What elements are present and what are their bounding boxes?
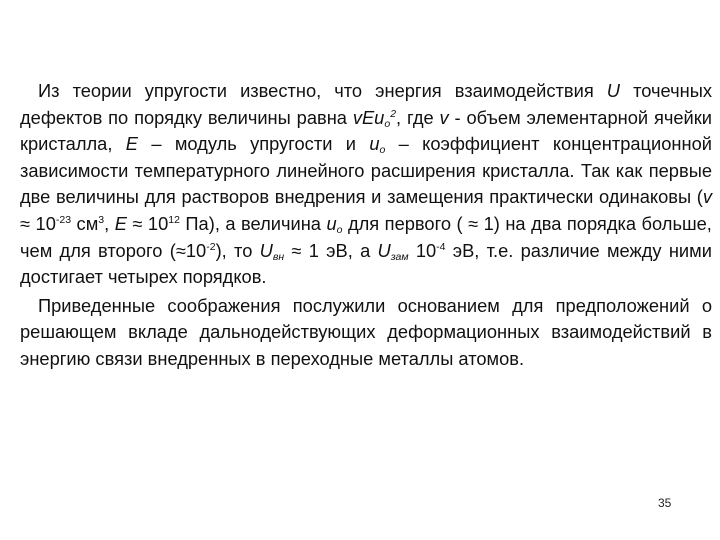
superscript: 2 xyxy=(390,107,397,120)
subscript: o xyxy=(336,223,343,236)
symbol-U: U xyxy=(606,80,620,101)
symbol-E: E xyxy=(114,212,127,234)
approx-sign: ≈ xyxy=(468,212,479,234)
superscript: -4 xyxy=(436,240,446,253)
subscript: зам xyxy=(390,250,409,263)
symbol-u0 xyxy=(369,133,386,157)
formula-base: vEu xyxy=(352,106,385,128)
paragraph-2: Приведенные соображения послужили основанием для предположений о решающем вкладе дальнодействующих деформационных взаимодействий в энергию связи внедренных в переходные металлы атомов. xyxy=(20,294,712,369)
subscript: o xyxy=(384,117,391,130)
symbol-U-zam xyxy=(378,240,409,261)
approx-sign: ≈ xyxy=(175,239,186,261)
superscript: -23 xyxy=(55,213,72,226)
symbol-base: u xyxy=(326,212,337,234)
symbol-E: E xyxy=(125,133,138,155)
number: 10 xyxy=(185,239,207,261)
text-run: – коэффициент концентрационной зависимости температурного линейного расширения кристалла. Так как первые две величины для растворов внедрения и замещения практически одинаковы ( xyxy=(20,133,712,208)
text-run: - объем элементарной ячейки кристалла, xyxy=(20,106,712,155)
unit: см xyxy=(76,212,99,234)
symbol-base: U xyxy=(259,239,273,261)
superscript: 12 xyxy=(168,213,180,226)
page-number: 35 xyxy=(658,496,672,510)
text-run: 1 эВ, а xyxy=(308,239,371,261)
subscript: o xyxy=(379,144,386,157)
formula-vEu0-squared xyxy=(353,107,396,128)
subscript: вн xyxy=(272,250,285,263)
approx-sign: ≈ xyxy=(132,212,143,234)
text-run: – модуль упругости и xyxy=(151,133,356,155)
text-run: Из теории упругости известно, что энергия взаимодействия xyxy=(38,80,594,101)
number: 10 xyxy=(35,212,56,234)
text-run: эВ, т.е. различие между ними достигает четырех порядков. xyxy=(20,239,712,288)
text-run: 1) на два порядка больше, чем для второго ( xyxy=(20,212,712,261)
approx-sign: ≈ xyxy=(20,212,31,234)
text-run: точечных дефектов по порядку величины равна xyxy=(20,80,712,128)
text-run: для первого ( xyxy=(347,212,463,234)
text-run: ), то xyxy=(215,239,253,261)
symbol-u0 xyxy=(326,213,342,234)
number: 10 xyxy=(147,212,169,234)
paragraph-1 xyxy=(20,78,712,291)
body-text xyxy=(20,78,712,373)
symbol-base: u xyxy=(369,133,380,155)
text-run: , где xyxy=(396,106,434,128)
text-run: Па), а величина xyxy=(185,212,321,234)
symbol-v: v xyxy=(439,106,449,128)
symbol-base: U xyxy=(377,239,391,261)
approx-sign: ≈ xyxy=(291,239,302,261)
superscript: -2 xyxy=(206,240,216,253)
number: 10 xyxy=(415,239,437,261)
text-run: , xyxy=(104,212,110,234)
superscript: 3 xyxy=(98,213,105,226)
symbol-v: v xyxy=(702,186,712,208)
symbol-U-vn xyxy=(260,240,284,261)
